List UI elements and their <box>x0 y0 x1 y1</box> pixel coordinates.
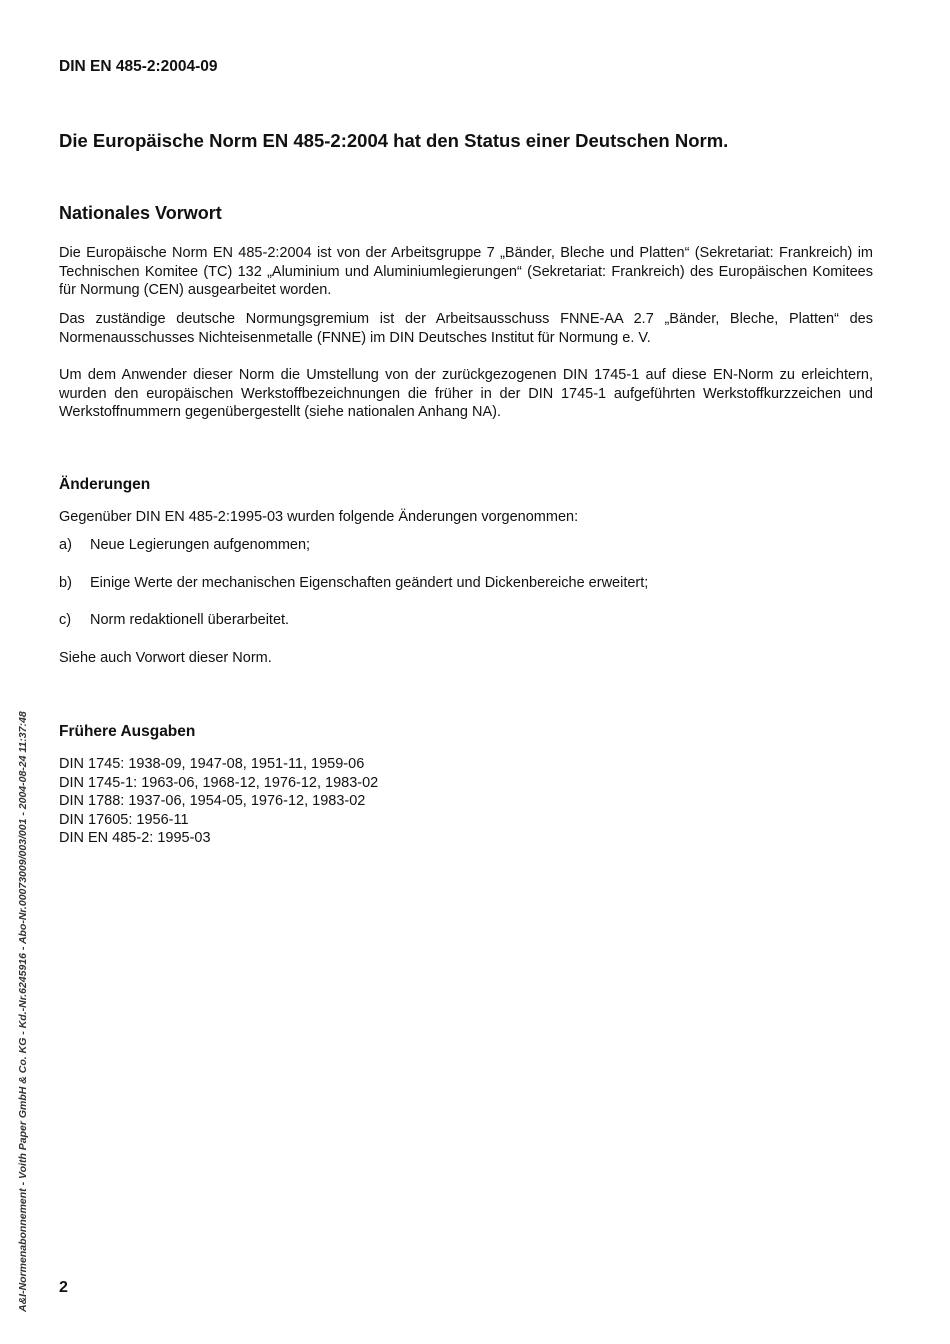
paragraph: Um dem Anwender dieser Norm die Umstellung von der zurückgezogenen DIN 1745-1 auf diese EN-Norm zu erleichtern, wurden den europäischen Werkstoffbezeichnungen die früher in der DIN 1745-1 aufgeführten Werkstoffkurzzeichen und Werkstoffnummern gegenübergestellt (siehe nationalen Anhang NA). <box>59 367 873 420</box>
section-title-fruehere-ausgaben: Frühere Ausgaben <box>59 723 196 740</box>
status-statement: Die Europäische Norm EN 485-2:2004 hat den Status einer Deutschen Norm. <box>59 130 729 151</box>
subscription-watermark: A&I-Normenabonnement - Voith Paper GmbH & Co. KG - Kd.-Nr.6245916 - Abo-Nr.00073009/003/001 - 2004-08-24 11:37:48 <box>17 711 29 1312</box>
changes-intro: Gegenüber DIN EN 485-2:1995-03 wurden folgende Änderungen vorgenommen: <box>59 509 579 525</box>
paragraph: Die Europäische Norm EN 485-2:2004 ist von der Arbeitsgruppe 7 „Bänder, Bleche und Platten“ (Sekretariat: Frankreich) im Technischen Komitee (TC) 132 „Aluminium und Aluminiumlegierungen“ (Sekretariat: Frankreich) des Europäischen Komitees für Normung (CEN) ausgearbeitet worden. <box>59 245 873 298</box>
see-also-note: Siehe auch Vorwort dieser Norm. <box>59 650 272 666</box>
page-number: 2 <box>59 1279 68 1296</box>
previous-editions-list <box>59 755 378 848</box>
section-title-aenderungen: Änderungen <box>59 476 151 493</box>
list-item-label: a) <box>59 537 72 553</box>
edition-line: DIN 1745: 1938-09, 1947-08, 1951-11, 1959-06 <box>59 756 365 772</box>
list-item-label: c) <box>59 612 72 628</box>
paragraph: Das zuständige deutsche Normungsgremium ist der Arbeitsausschuss FNNE-AA 2.7 „Bänder, Bleche, Platten“ des Normenausschusses Nichteisenmetalle (FNNE) im DIN Deutsches Institut für Normung e. V. <box>59 311 873 346</box>
list-item-label: b) <box>59 575 72 591</box>
section-title-nationales-vorwort: Nationales Vorwort <box>59 203 222 223</box>
document-id: DIN EN 485-2:2004-09 <box>59 58 218 75</box>
list-item-text: Neue Legierungen aufgenommen; <box>90 537 311 553</box>
list-item-text: Einige Werte der mechanischen Eigenschaften geändert und Dickenbereiche erweitert; <box>90 575 649 591</box>
edition-line: DIN EN 485-2: 1995-03 <box>59 830 211 846</box>
list-item-text: Norm redaktionell überarbeitet. <box>90 612 290 628</box>
edition-line: DIN 1745-1: 1963-06, 1968-12, 1976-12, 1983-02 <box>59 774 379 791</box>
edition-line: DIN 1788: 1937-06, 1954-05, 1976-12, 1983-02 <box>59 793 366 809</box>
edition-line: DIN 17605: 1956-11 <box>59 811 189 828</box>
